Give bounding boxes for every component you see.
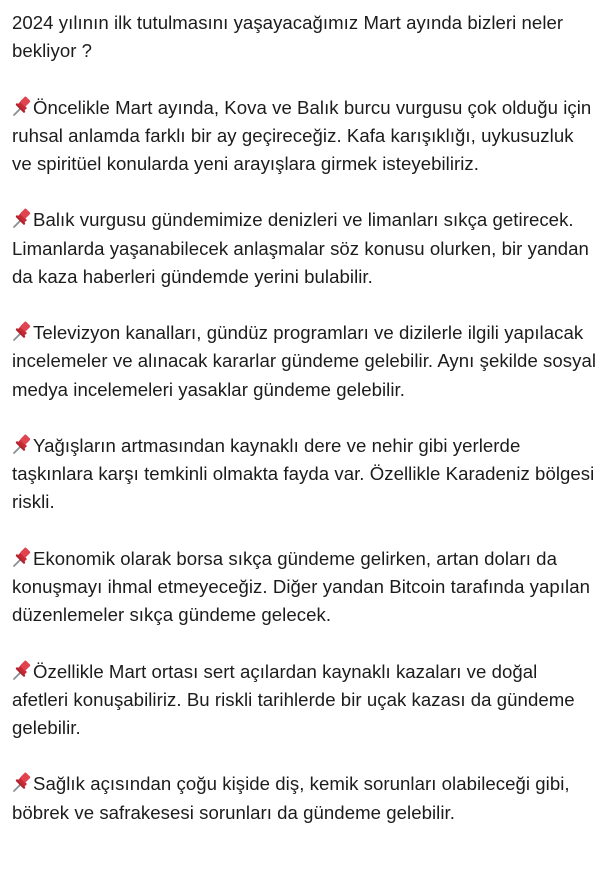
paragraph-text: Öncelikle Mart ayında, Kova ve Balık burcu vurgusu çok olduğu için ruhsal anlamda farklı bir ay geçireceğiz. Kafa karışıklığı, uykusuzluk ve spiritüel konularda yeni arayışlara girmek isteyebiliriz. (12, 96, 592, 174)
paragraph-text: Yağışların artmasından kaynaklı dere ve nehir gibi yerlerde taşkınlara karşı temkinli olmakta fayda var. Özellikle Karadeniz bölgesi riskli. (12, 434, 595, 513)
pushpin-icon (12, 320, 33, 342)
paragraph-text: Ekonomik olarak borsa sıkça gündeme gelirken, artan doları da konuşmayı ihmal etmeyeceğiz. Diğer yandan Bitcoin tarafında yapılan düzenlemeler sıkça gündeme gelecek. (12, 547, 590, 626)
paragraph-text: Televizyon kanalları, gündüz programları ve dizilerle ilgili yapılacak incelemeler ve alınacak kararlar gündeme gelebilir. Aynı şekilde sosyal medya incelemeleri yasaklar gündeme gelebilir. (12, 322, 597, 400)
paragraph-7 (12, 770, 597, 826)
paragraph-6 (12, 658, 597, 743)
intro-paragraph: 2024 yılının ilk tutulmasını yaşayacağımız Mart ayında bizleri neler bekliyor ? (12, 12, 564, 62)
pushpin-icon (12, 659, 33, 681)
paragraph-2 (12, 206, 597, 291)
pushpin-icon (12, 771, 33, 793)
pushpin-icon (12, 546, 33, 568)
paragraph-text: Özellikle Mart ortası sert açılardan kaynaklı kazaları ve doğal afetleri konuşabiliriz. Bu riskli tarihlerde bir uçak kazası da gündeme gelebilir. (12, 660, 575, 738)
post-text (12, 9, 597, 855)
paragraph-text: Balık vurgusu gündemimize denizleri ve limanları sıkça getirecek. Limanlarda yaşanabilecek anlaşmalar söz konusu olurken, bir yandan da kaza haberleri gündemde yerini bulabilir. (12, 209, 589, 287)
pushpin-icon (12, 207, 33, 229)
paragraph-5 (12, 545, 597, 630)
paragraph-4 (12, 432, 597, 517)
paragraph-text: Sağlık açısından çoğu kişide diş, kemik sorunları olabileceği gibi, böbrek ve safrakesesi sorunları da gündeme gelebilir. (12, 773, 570, 823)
pushpin-icon (12, 95, 33, 117)
pushpin-icon (12, 433, 33, 455)
paragraph-1 (12, 94, 597, 179)
paragraph-3 (12, 319, 597, 404)
